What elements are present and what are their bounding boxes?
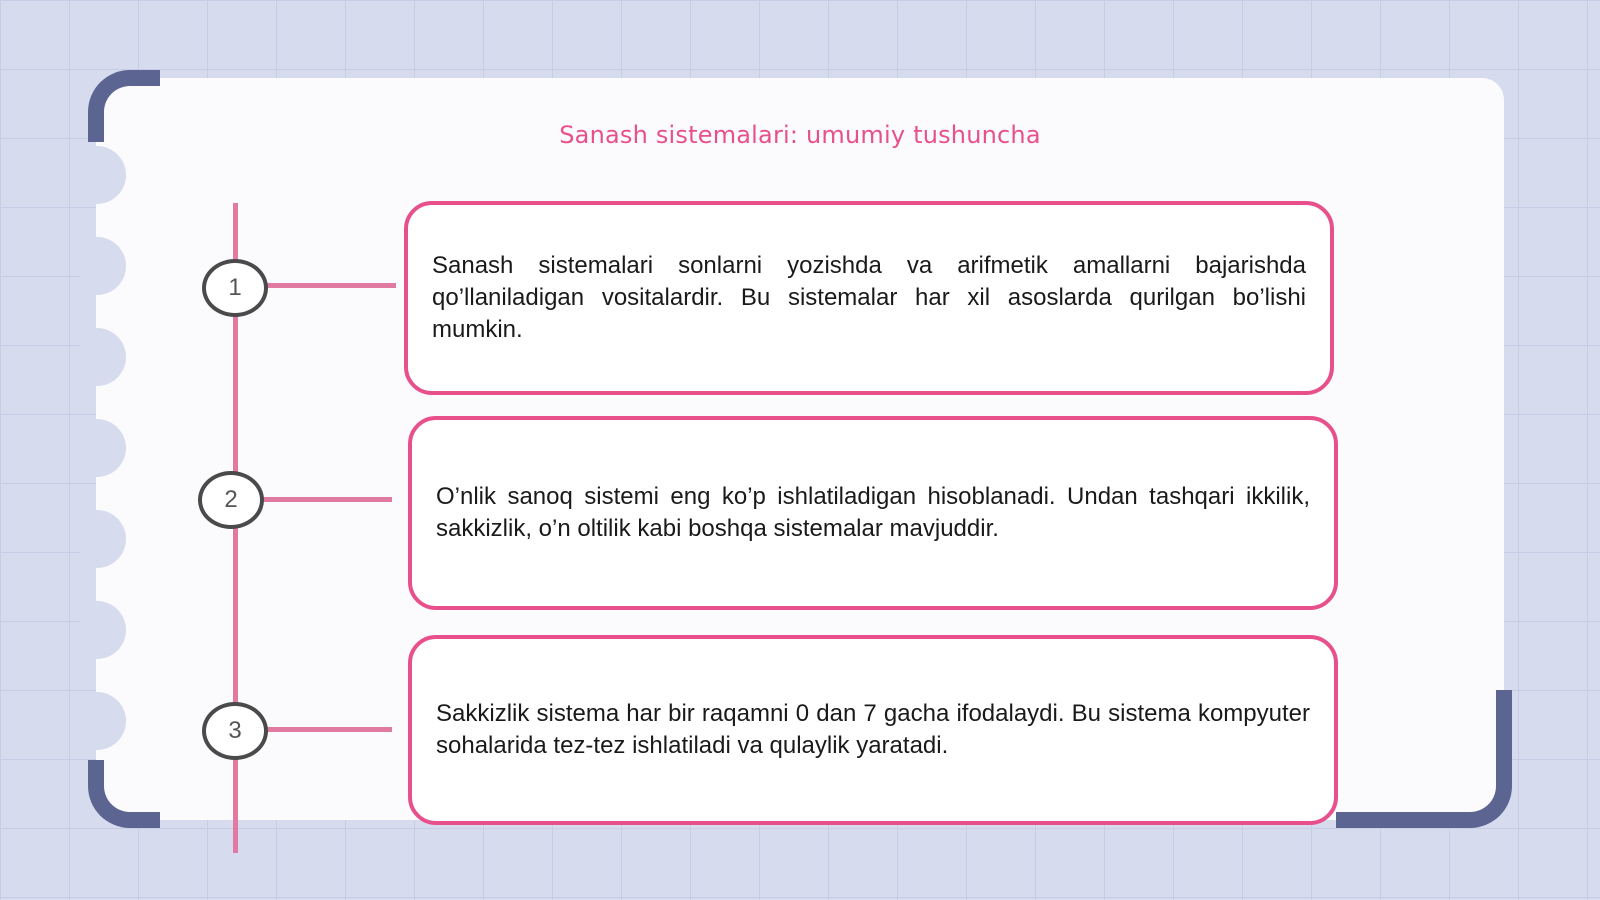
info-text-3: Sakkizlik sistema har bir raqamni 0 dan 7 gacha ifodalaydi. Bu sistema kompyuter sohalarida tez-tez ishlatiladi va qulaylik yaratadi. bbox=[436, 700, 1310, 759]
timeline-connector bbox=[262, 497, 392, 502]
slide-title: Sanash sistemalari: umumiy tushuncha bbox=[559, 121, 1041, 149]
timeline-connector bbox=[266, 283, 396, 288]
frame-corner-bottom-left bbox=[88, 760, 160, 828]
timeline-connector bbox=[266, 727, 392, 732]
step-marker-2: 2 bbox=[198, 471, 264, 529]
step-marker-1: 1 bbox=[202, 259, 268, 317]
info-box-3 bbox=[408, 635, 1338, 825]
frame-corner-bottom-right bbox=[1336, 690, 1512, 828]
step-marker-3: 3 bbox=[202, 702, 268, 760]
info-text-1: Sanash sistemalari sonlarni yozishda va arifmetik amallarni bajarishda qo’llaniladigan vositalardir. Bu sistemalar har xil asoslarda qurilgan bo’lishi mumkin. bbox=[432, 252, 1306, 343]
info-box-2 bbox=[408, 416, 1338, 610]
info-box-1 bbox=[404, 201, 1334, 395]
info-text-2: O’nlik sanoq sistemi eng ko’p ishlatiladigan hisoblanadi. Undan tashqari ikkilik, sakkizlik, o’n oltilik kabi boshqa sistemalar mavjuddir. bbox=[436, 483, 1310, 542]
frame-corner-top-left bbox=[88, 70, 160, 142]
